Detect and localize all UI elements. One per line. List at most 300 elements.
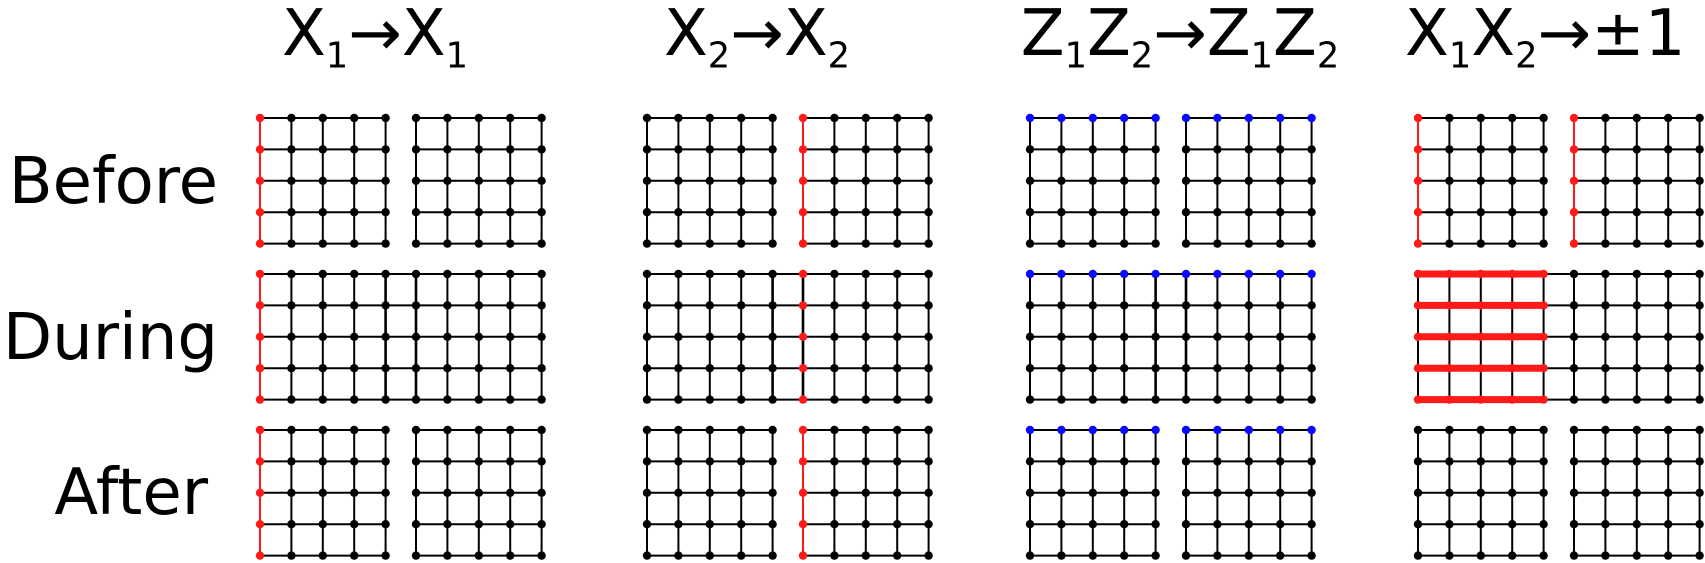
lattice-vertex xyxy=(381,489,389,497)
lattice-vertex xyxy=(1601,333,1609,341)
lattice-vertex xyxy=(1664,114,1672,122)
lattice-vertex xyxy=(1508,551,1516,559)
lattice-vertex xyxy=(799,457,807,465)
lattice-vertex xyxy=(768,457,776,465)
lattice-vertex xyxy=(1182,270,1190,278)
lattice-vertex xyxy=(674,489,682,497)
lattice-vertex xyxy=(799,239,807,247)
lattice-vertex xyxy=(1570,489,1578,497)
lattice-vertex xyxy=(862,177,870,185)
lattice-vertex xyxy=(1182,395,1190,403)
lattice-vertex xyxy=(506,270,514,278)
lattice-vertex xyxy=(443,114,451,122)
lattice-vertex xyxy=(1414,551,1422,559)
lattice-vertex xyxy=(1245,457,1253,465)
lattice-vertex xyxy=(1276,551,1284,559)
lattice-vertex xyxy=(924,177,932,185)
lattice-vertex xyxy=(1245,145,1253,153)
lattice-vertex xyxy=(706,489,714,497)
lattice-vertex xyxy=(799,114,807,122)
lattice-vertex xyxy=(893,457,901,465)
lattice-vertex xyxy=(381,177,389,185)
lattice-vertex xyxy=(1307,364,1315,372)
lattice-vertex xyxy=(506,333,514,341)
lattice-vertex xyxy=(893,270,901,278)
lattice-vertex xyxy=(643,301,651,309)
lattice-vertex xyxy=(674,270,682,278)
lattice-vertex xyxy=(893,239,901,247)
lattice-vertex xyxy=(1601,145,1609,153)
lattice-vertex xyxy=(1057,114,1065,122)
lattice-vertex xyxy=(1445,208,1453,216)
lattice-vertex xyxy=(256,551,264,559)
lattice-vertex xyxy=(287,239,295,247)
lattice-vertex xyxy=(830,208,838,216)
lattice-vertex xyxy=(412,457,420,465)
lattice-vertex xyxy=(475,239,483,247)
lattice-vertex xyxy=(1307,145,1315,153)
lattice-vertex xyxy=(862,145,870,153)
lattice-vertex xyxy=(1414,457,1422,465)
lattice-vertex xyxy=(287,489,295,497)
row-label-during: During xyxy=(2,301,218,375)
lattice-vertex xyxy=(1414,145,1422,153)
lattice-vertex xyxy=(1414,364,1422,372)
lattice-vertex xyxy=(1120,208,1128,216)
lattice-vertex xyxy=(319,114,327,122)
lattice-vertex xyxy=(1151,364,1159,372)
lattice-vertex xyxy=(643,395,651,403)
lattice-vertex xyxy=(1601,301,1609,309)
lattice-vertex xyxy=(1213,489,1221,497)
lattice-vertex xyxy=(1307,239,1315,247)
lattice-vertex xyxy=(1245,520,1253,528)
lattice-vertex xyxy=(799,301,807,309)
lattice-vertex xyxy=(381,239,389,247)
lattice-vertex xyxy=(1213,270,1221,278)
lattice-vertex xyxy=(706,551,714,559)
lattice-vertex xyxy=(1120,520,1128,528)
lattice-vertex xyxy=(768,177,776,185)
lattice-vertex xyxy=(1664,457,1672,465)
lattice-vertex xyxy=(924,239,932,247)
lattice-vertex xyxy=(862,301,870,309)
lattice-vertex xyxy=(1695,489,1703,497)
lattice-vertex xyxy=(1445,301,1453,309)
lattice-vertex xyxy=(1508,270,1516,278)
lattice-vertex xyxy=(893,114,901,122)
lattice-vertex xyxy=(862,239,870,247)
lattice-vertex xyxy=(1414,177,1422,185)
lattice-vertex xyxy=(1445,489,1453,497)
lattice-vertex xyxy=(1477,177,1485,185)
lattice-vertex xyxy=(643,520,651,528)
lattice-vertex xyxy=(537,239,545,247)
lattice-vertex xyxy=(1057,426,1065,434)
lattice-vertex xyxy=(1633,333,1641,341)
lattice-vertex xyxy=(1120,395,1128,403)
lattice-vertex xyxy=(924,520,932,528)
lattice-vertex xyxy=(319,364,327,372)
lattice-vertex xyxy=(799,426,807,434)
lattice-vertex xyxy=(1508,364,1516,372)
lattice-vertex xyxy=(1695,395,1703,403)
lattice-vertex xyxy=(1477,426,1485,434)
lattice-vertex xyxy=(768,395,776,403)
lattice-vertex xyxy=(737,301,745,309)
lattice-vertex xyxy=(1245,551,1253,559)
lattice-vertex xyxy=(1664,333,1672,341)
lattice-vertex xyxy=(830,114,838,122)
lattice-vertex xyxy=(643,145,651,153)
title-sub: 2 xyxy=(1515,35,1538,77)
lattice-vertex xyxy=(287,520,295,528)
lattice-vertex xyxy=(319,145,327,153)
lattice-vertex xyxy=(1089,301,1097,309)
lattice-vertex xyxy=(1414,114,1422,122)
lattice-vertex xyxy=(1664,364,1672,372)
lattice-vertex xyxy=(443,551,451,559)
lattice-vertex xyxy=(799,270,807,278)
lattice-vertex xyxy=(1414,301,1422,309)
lattice-vertex xyxy=(1633,520,1641,528)
lattice-vertex xyxy=(1151,426,1159,434)
lattice-vertex xyxy=(1089,208,1097,216)
lattice-vertex xyxy=(1151,489,1159,497)
lattice-vertex xyxy=(537,426,545,434)
lattice-vertex xyxy=(1213,145,1221,153)
lattice-vertex xyxy=(862,551,870,559)
lattice-vertex xyxy=(1508,301,1516,309)
lattice-vertex xyxy=(1213,177,1221,185)
lattice-vertex xyxy=(1026,426,1034,434)
lattice-vertex xyxy=(1664,270,1672,278)
lattice-vertex xyxy=(706,395,714,403)
lattice-vertex xyxy=(381,520,389,528)
lattice-vertex xyxy=(1570,301,1578,309)
lattice-vertex xyxy=(350,395,358,403)
lattice-vertex xyxy=(1477,270,1485,278)
lattice-vertex xyxy=(924,333,932,341)
lattice-vertex xyxy=(737,270,745,278)
lattice-vertex xyxy=(1307,301,1315,309)
lattice-vertex xyxy=(1508,239,1516,247)
lattice-vertex xyxy=(862,457,870,465)
lattice-vertex xyxy=(1601,208,1609,216)
lattice-vertex xyxy=(893,520,901,528)
lattice-vertex xyxy=(443,301,451,309)
lattice-vertex xyxy=(412,145,420,153)
lattice-vertex xyxy=(506,520,514,528)
lattice-vertex xyxy=(1601,239,1609,247)
lattice-vertex xyxy=(506,426,514,434)
lattice-vertex xyxy=(1245,239,1253,247)
lattice-vertex xyxy=(706,114,714,122)
lattice-vertex xyxy=(1120,551,1128,559)
lattice-vertex xyxy=(1539,301,1547,309)
lattice-vertex xyxy=(506,114,514,122)
lattice-vertex xyxy=(1539,489,1547,497)
lattice-vertex xyxy=(1570,177,1578,185)
lattice-vertex xyxy=(1570,395,1578,403)
lattice-vertex xyxy=(1057,457,1065,465)
lattice-vertex xyxy=(1508,114,1516,122)
lattice-vertex xyxy=(1633,114,1641,122)
lattice-vertex xyxy=(737,114,745,122)
lattice-vertex xyxy=(1182,333,1190,341)
lattice-vertex xyxy=(256,208,264,216)
lattice-vertex xyxy=(1539,177,1547,185)
lattice-vertex xyxy=(381,364,389,372)
lattice-vertex xyxy=(537,208,545,216)
lattice-vertex xyxy=(706,270,714,278)
lattice-vertex xyxy=(1307,489,1315,497)
lattice-vertex xyxy=(1182,177,1190,185)
lattice-vertex xyxy=(1182,426,1190,434)
lattice-vertex xyxy=(319,489,327,497)
row-label-before: Before xyxy=(8,145,218,219)
lattice-vertex xyxy=(830,177,838,185)
lattice-vertex xyxy=(1026,551,1034,559)
lattice-vertex xyxy=(1601,270,1609,278)
lattice-vertex xyxy=(1307,520,1315,528)
lattice-vertex xyxy=(256,239,264,247)
lattice-vertex xyxy=(1245,489,1253,497)
lattice-vertex xyxy=(1445,395,1453,403)
title-arrow: → xyxy=(1537,0,1592,71)
lattice-vertex xyxy=(1089,520,1097,528)
lattice-vertex xyxy=(674,551,682,559)
lattice-vertex xyxy=(1570,426,1578,434)
lattice-vertex xyxy=(674,333,682,341)
lattice-vertex xyxy=(674,239,682,247)
lattice-vertex xyxy=(1213,364,1221,372)
lattice-vertex xyxy=(1633,395,1641,403)
lattice-vertex xyxy=(1508,145,1516,153)
lattice-vertex xyxy=(768,301,776,309)
lattice-vertex xyxy=(799,177,807,185)
lattice-vertex xyxy=(1414,395,1422,403)
lattice-vertex xyxy=(1508,333,1516,341)
lattice-vertex xyxy=(1276,395,1284,403)
lattice-vertex xyxy=(537,520,545,528)
lattice-vertex xyxy=(1307,395,1315,403)
title-sub: 1 xyxy=(325,35,349,77)
lattice-vertex xyxy=(674,520,682,528)
lattice-vertex xyxy=(443,395,451,403)
lattice-vertex xyxy=(1477,114,1485,122)
title-tail: ±1 xyxy=(1591,0,1686,71)
lattice-vertex xyxy=(1151,395,1159,403)
lattice-vertex xyxy=(1508,177,1516,185)
lattice-vertex xyxy=(1057,333,1065,341)
lattice-vertex xyxy=(1539,551,1547,559)
lattice-vertex xyxy=(537,395,545,403)
lattice-vertex xyxy=(924,489,932,497)
lattice-vertex xyxy=(1445,426,1453,434)
title-part: X xyxy=(401,0,446,71)
lattice-vertex xyxy=(768,208,776,216)
lattice-vertex xyxy=(1570,145,1578,153)
lattice-vertex xyxy=(1026,333,1034,341)
title-part: X xyxy=(1471,0,1516,71)
lattice-vertex xyxy=(412,551,420,559)
lattice-vertex xyxy=(1695,239,1703,247)
lattice-vertex xyxy=(706,364,714,372)
lattice-vertex xyxy=(1026,395,1034,403)
lattice-vertex xyxy=(1120,426,1128,434)
lattice-vertex xyxy=(1057,301,1065,309)
lattice-vertex xyxy=(1089,145,1097,153)
lattice-vertex xyxy=(1120,333,1128,341)
lattice-vertex xyxy=(924,145,932,153)
lattice-vertex xyxy=(1245,426,1253,434)
lattice-vertex xyxy=(1445,114,1453,122)
lattice-vertex xyxy=(643,177,651,185)
lattice-vertex xyxy=(924,395,932,403)
lattice-vertex xyxy=(443,426,451,434)
lattice-vertex xyxy=(674,457,682,465)
lattice-vertex xyxy=(256,177,264,185)
lattice-vertex xyxy=(319,551,327,559)
lattice-vertex xyxy=(443,520,451,528)
lattice-vertex xyxy=(1307,551,1315,559)
lattice-vertex xyxy=(475,426,483,434)
lattice-vertex xyxy=(537,301,545,309)
lattice-vertex xyxy=(1570,457,1578,465)
lattice-vertex xyxy=(924,364,932,372)
lattice-vertex xyxy=(1633,208,1641,216)
lattice-vertex xyxy=(799,145,807,153)
lattice-vertex xyxy=(1276,270,1284,278)
lattice-vertex xyxy=(799,395,807,403)
lattice-vertex xyxy=(1414,208,1422,216)
lattice-vertex xyxy=(381,114,389,122)
title-sub: 2 xyxy=(1316,35,1340,77)
lattice-vertex xyxy=(830,333,838,341)
lattice-vertex xyxy=(768,426,776,434)
lattice-vertex xyxy=(1089,395,1097,403)
lattice-vertex xyxy=(443,270,451,278)
lattice-vertex xyxy=(1633,457,1641,465)
lattice-vertex xyxy=(1539,145,1547,153)
lattice-vertex xyxy=(412,426,420,434)
lattice-vertex xyxy=(1633,551,1641,559)
lattice-vertex xyxy=(350,364,358,372)
lattice-vertex xyxy=(506,177,514,185)
lattice-vertex xyxy=(1245,114,1253,122)
title-part: X xyxy=(1405,0,1449,71)
lattice-vertex xyxy=(1633,364,1641,372)
lattice-vertex xyxy=(1182,364,1190,372)
lattice-vertex xyxy=(443,239,451,247)
lattice-vertex xyxy=(1570,364,1578,372)
lattice-vertex xyxy=(924,301,932,309)
lattice-vertex xyxy=(1057,395,1065,403)
lattice-vertex xyxy=(1213,520,1221,528)
lattice-vertex xyxy=(799,489,807,497)
lattice-vertex xyxy=(893,333,901,341)
lattice-vertex xyxy=(893,301,901,309)
title-sub: 1 xyxy=(1064,35,1087,77)
lattice-vertex xyxy=(1089,551,1097,559)
lattice-vertex xyxy=(768,489,776,497)
lattice-vertex xyxy=(1633,301,1641,309)
lattice-vertex xyxy=(537,270,545,278)
lattice-vertex xyxy=(381,301,389,309)
lattice-vertex xyxy=(1539,239,1547,247)
lattice-vertex xyxy=(1089,489,1097,497)
lattice-vertex xyxy=(1213,208,1221,216)
lattice-vertex xyxy=(893,395,901,403)
lattice-vertex xyxy=(1213,239,1221,247)
lattice-vertex xyxy=(1695,364,1703,372)
lattice-vertex xyxy=(350,426,358,434)
lattice-vertex xyxy=(1633,426,1641,434)
lattice-vertex xyxy=(893,551,901,559)
lattice-vertex xyxy=(893,145,901,153)
lattice-vertex xyxy=(1307,457,1315,465)
lattice-vertex xyxy=(537,114,545,122)
title-sub: 1 xyxy=(1250,35,1274,77)
title-part: Z xyxy=(1020,0,1065,71)
lattice-vertex xyxy=(1664,551,1672,559)
lattice-vertex xyxy=(768,520,776,528)
lattice-vertex xyxy=(287,333,295,341)
lattice-vertex xyxy=(1026,301,1034,309)
lattice-vertex xyxy=(1245,177,1253,185)
lattice-vertex xyxy=(1213,333,1221,341)
lattice-vertex xyxy=(412,114,420,122)
lattice-vertex xyxy=(830,426,838,434)
lattice-vertex xyxy=(893,489,901,497)
lattice-vertex xyxy=(319,301,327,309)
lattice-vertex xyxy=(381,333,389,341)
lattice-vertex xyxy=(924,114,932,122)
lattice-vertex xyxy=(1151,551,1159,559)
lattice-vertex xyxy=(768,270,776,278)
lattice-vertex xyxy=(1089,426,1097,434)
lattice-vertex xyxy=(1445,520,1453,528)
lattice-vertex xyxy=(1539,395,1547,403)
lattice-vertex xyxy=(1182,551,1190,559)
lattice-vertex xyxy=(737,457,745,465)
lattice-vertex xyxy=(381,208,389,216)
lattice-vertex xyxy=(643,208,651,216)
lattice-vertex xyxy=(287,270,295,278)
lattice-vertex xyxy=(1182,208,1190,216)
lattice-vertex xyxy=(256,395,264,403)
lattice-vertex xyxy=(674,177,682,185)
lattice-vertex xyxy=(862,270,870,278)
lattice-vertex xyxy=(475,457,483,465)
lattice-vertex xyxy=(319,426,327,434)
lattice-vertex xyxy=(1276,239,1284,247)
lattice-vertex xyxy=(350,333,358,341)
lattice-vertex xyxy=(350,145,358,153)
lattice-vertex xyxy=(1245,270,1253,278)
lattice-vertex xyxy=(1120,114,1128,122)
lattice-vertex xyxy=(1601,114,1609,122)
lattice-vertex xyxy=(1570,333,1578,341)
lattice-vertex xyxy=(537,364,545,372)
lattice-vertex xyxy=(1276,301,1284,309)
lattice-vertex xyxy=(1026,364,1034,372)
lattice-vertex xyxy=(1508,489,1516,497)
lattice-vertex xyxy=(1245,395,1253,403)
lattice-vertex xyxy=(319,520,327,528)
lattice-vertex xyxy=(830,301,838,309)
